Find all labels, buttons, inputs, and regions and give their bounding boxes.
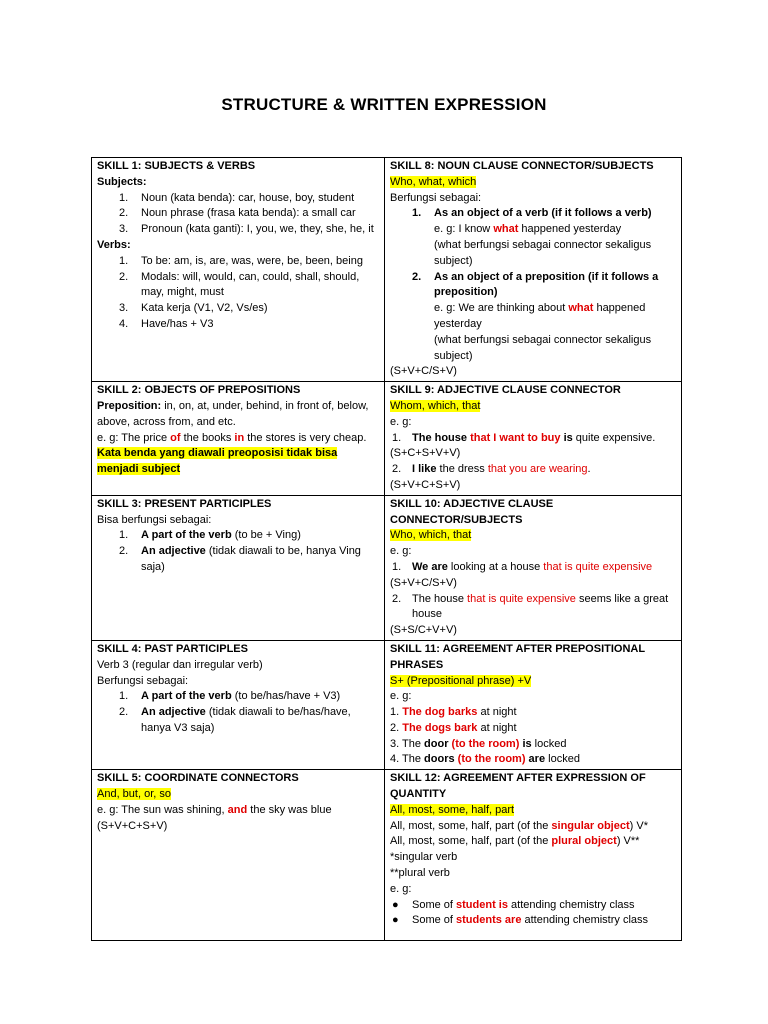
list-item: 1. To be: am, is, are, was, were, be, been, being	[119, 254, 363, 267]
example-line: 1. The dog barks at night	[390, 706, 517, 719]
bullet-icon: ●	[392, 898, 399, 911]
example-line: 1. We are looking at a house that is quite expensive	[392, 560, 653, 573]
skill-1-heading: SKILL 1: SUBJECTS & VERBS	[97, 160, 256, 172]
highlight-note: Kata benda yang diawali preoposisi tidak bisa menjadi subject	[97, 447, 338, 476]
subjects-label: Subjects:	[97, 175, 147, 188]
list-item: 2. Modals: will, would, can, could, shall, should, may, might, must	[119, 270, 360, 299]
list-item: 2. An adjective (tidak diawali to be/has/have, hanya V3 saja)	[119, 706, 351, 734]
eg-label: e. g:	[390, 545, 412, 558]
list-item: 1. Noun (kata benda): car, house, boy, student	[119, 191, 355, 204]
skill-12-connectors: All, most, some, half, part	[390, 803, 515, 816]
rule-line: All, most, some, half, part (of the singular object) V*	[390, 819, 648, 832]
list-item: 4. Have/has + V3	[119, 317, 214, 330]
list-item: 2. Noun phrase (frasa kata benda): a small car	[119, 207, 356, 220]
page-title: STRUCTURE & WRITTEN EXPRESSION	[221, 95, 547, 114]
skill-10-cell	[385, 495, 682, 640]
example-line: e. g: I know what happened yesterday	[434, 223, 622, 236]
fungsi-label: Bisa berfungsi sebagai:	[97, 513, 212, 526]
eg-label: e. g:	[390, 882, 412, 895]
bullet-icon: ●	[392, 914, 399, 927]
skill-3-heading: SKILL 3: PRESENT PARTICIPLES	[97, 497, 272, 510]
example-line: 2. I like the dress that you are wearing.	[392, 463, 591, 476]
eg-label: e. g:	[390, 690, 412, 703]
example-line: 2. The house that is quite expensive seems like a great house	[392, 592, 669, 621]
skill-2-heading: SKILL 2: OBJECTS OF PREPOSITIONS	[97, 384, 301, 397]
skill-11-formula: S+ (Prepositional phrase) +V	[390, 674, 532, 687]
formula: (S+S/C+V+V)	[390, 624, 457, 637]
skill-2-cell	[92, 382, 385, 496]
rule-line: All, most, some, half, part (of the plural object) V**	[390, 835, 640, 848]
note-line: (what berfungsi sebagai connector sekaligus subject)	[434, 333, 652, 362]
list-item: ● Some of students are attending chemistry class	[390, 913, 676, 929]
skill-8-heading: SKILL 8: NOUN CLAUSE CONNECTOR/SUBJECTS	[390, 160, 654, 172]
list-item: 2. As an object of a preposition (if it follows a preposition)	[412, 270, 659, 299]
table-row	[92, 770, 682, 941]
example-line: e. g: The sun was shining, and the sky was blue	[97, 803, 332, 816]
skill-11-cell	[385, 640, 682, 769]
skill-12-cell	[385, 770, 682, 941]
note-line: (what berfungsi sebagai connector sekaligus subject)	[434, 238, 652, 267]
note-line: *singular verb	[390, 851, 458, 864]
list-item: 1. A part of the verb (to be + Ving)	[119, 529, 301, 542]
table-row	[92, 495, 682, 640]
example-line: 4. The doors (to the room) are locked	[390, 753, 580, 766]
skill-10-connectors: Who, which, that	[390, 529, 472, 542]
example-line: 2. The dogs bark at night	[390, 721, 517, 734]
formula: (S+V+C/S+V)	[390, 365, 457, 378]
preposition-line: Preposition: in, on, at, under, behind, in front of, below, above, across from, and etc.	[97, 399, 369, 428]
skill-9-heading: SKILL 9: ADJECTIVE CLAUSE CONNECTOR	[390, 384, 621, 397]
skills-table	[91, 157, 682, 941]
fungsi-label: Berfungsi sebagai:	[390, 191, 482, 204]
skill-4-cell	[92, 640, 385, 769]
skill-5-connectors: And, but, or, so	[97, 788, 171, 801]
list-item: 1. As an object of a verb (if it follows a verb)	[412, 207, 652, 220]
example-line: e. g: The price of the books in the stores is very cheap.	[97, 431, 367, 444]
verbs-label: Verbs:	[97, 238, 131, 251]
table-row	[92, 158, 682, 382]
skill-3-cell	[92, 495, 385, 640]
skill-4-heading: SKILL 4: PAST PARTICIPLES	[97, 642, 248, 655]
note-line: **plural verb	[390, 867, 450, 880]
example-line: 3. The door (to the room) is locked	[390, 737, 567, 750]
fungsi-label: Berfungsi sebagai:	[97, 674, 189, 687]
list-item: 3. Pronoun (kata ganti): I, you, we, they, she, he, it	[119, 223, 374, 236]
formula: (S+C+S+V+V)	[390, 447, 461, 460]
list-item: 1. A part of the verb (to be/has/have + V3)	[119, 690, 341, 703]
skill-9-cell	[385, 382, 682, 496]
list-item: ● Some of student is attending chemistry class	[390, 898, 676, 914]
skill-8-connectors: Who, what, which	[390, 175, 477, 188]
example-line: 1. The house that I want to buy is quite expensive.	[392, 431, 656, 444]
eg-label: e. g:	[390, 415, 412, 428]
formula: (S+V+C+S+V)	[97, 819, 168, 832]
skill-10-heading: SKILL 10: ADJECTIVE CLAUSE CONNECTOR/SUBJECTS	[390, 497, 554, 526]
skill-8-cell	[385, 158, 682, 382]
table-row	[92, 382, 682, 496]
list-item: 2. An adjective (tidak diawali to be, hanya Ving saja)	[119, 545, 361, 573]
skill-1-cell	[92, 158, 385, 382]
formula: (S+V+C/S+V)	[390, 576, 457, 589]
skill-5-heading: SKILL 5: COORDINATE CONNECTORS	[97, 772, 299, 785]
table-row	[92, 640, 682, 769]
formula: (S+V+C+S+V)	[390, 478, 461, 491]
list-item: 3. Kata kerja (V1, V2, Vs/es)	[119, 302, 268, 315]
example-line: e. g: We are thinking about what happened yesterday	[434, 302, 646, 330]
skill-9-connectors: Whom, which, that	[390, 399, 481, 412]
skill-11-heading: SKILL 11: AGREEMENT AFTER PREPOSITIONAL PHRASES	[390, 642, 645, 671]
skill-5-cell	[92, 770, 385, 941]
verb3-line: Verb 3 (regular dan irregular verb)	[97, 658, 263, 671]
skill-12-heading: SKILL 12: AGREEMENT AFTER EXPRESSION OF QUANTITY	[390, 772, 646, 801]
